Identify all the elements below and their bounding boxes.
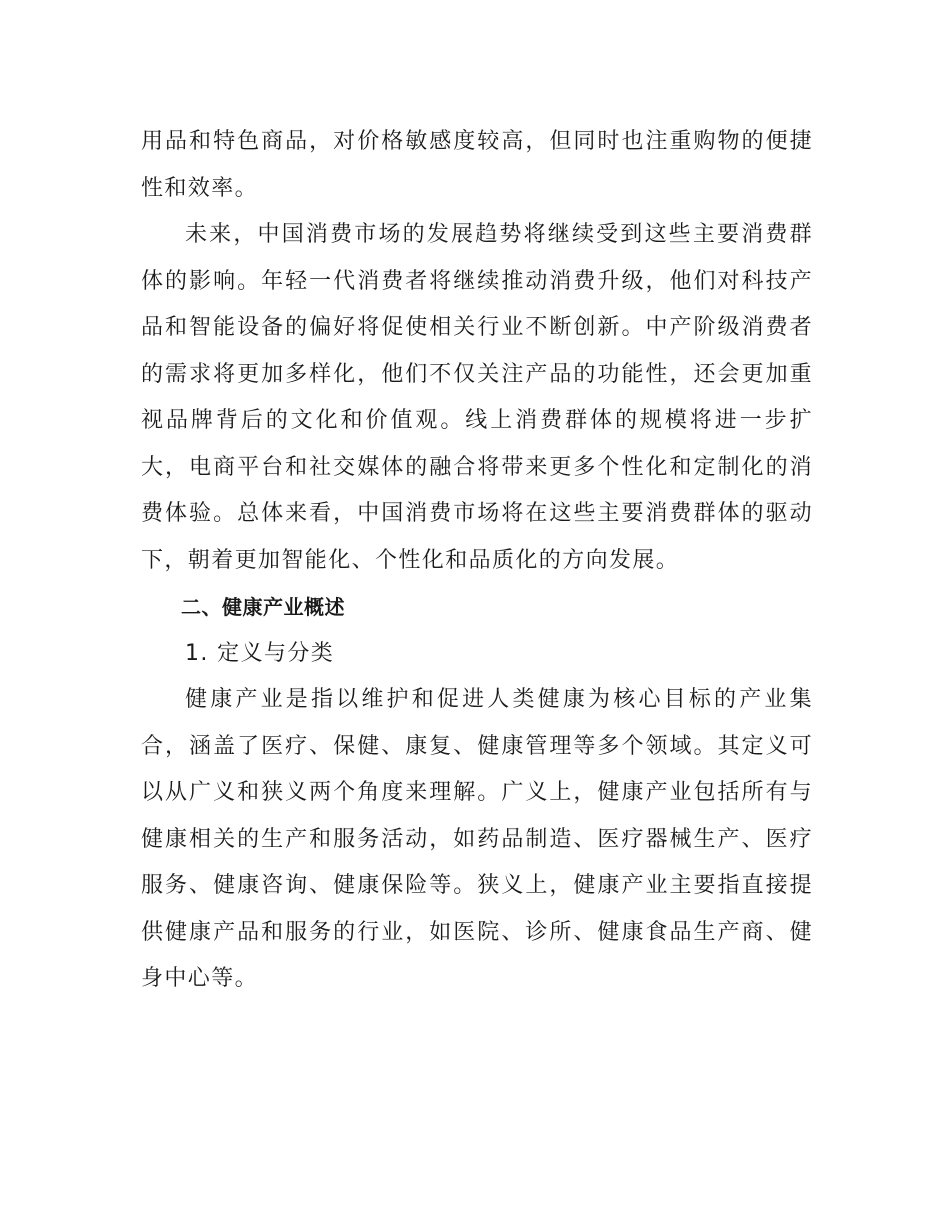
section-heading: 二、健康产业概述 xyxy=(181,595,345,619)
paragraph-health-industry-definition: 健康产业是指以维护和促进人类健康为核心目标的产业集合，涵盖了医疗、保健、康复、健康管理等多个领域。其定义可以从广义和狭义两个角度来理解。广义上，健康产业包括所有与健康相关的生产和服务活动，如药品制造、医疗器械生产、医疗服务、健康咨询、健康保险等。狭义上，健康产业主要指直接提供健康产品和服务的行业，如医院、诊所、健康食品生产商、健身中心等。 xyxy=(141,687,813,991)
paragraph-market-trends: 未来，中国消费市场的发展趋势将继续受到这些主要消费群体的影响。年轻一代消费者将继续推动消费升级，他们对科技产品和智能设备的偏好将促使相关行业不断创新。中产阶级消费者的需求将更加多样化，他们不仅关注产品的功能性，还会更加重视品牌背后的文化和价值观。线上消费群体的规模将进一步扩大，电商平台和社交媒体的融合将带来更多个性化和定制化的消费体验。总体来看，中国消费市场将在这些主要消费群体的驱动下，朝着更加智能化、个性化和品质化的方向发展。 xyxy=(141,222,813,573)
continued-paragraph: 用品和特色商品，对价格敏感度较高，但同时也注重购物的便捷性和效率。 xyxy=(141,129,813,201)
document-body xyxy=(141,119,813,1003)
subsection-heading: 1. 定义与分类 xyxy=(185,640,335,666)
